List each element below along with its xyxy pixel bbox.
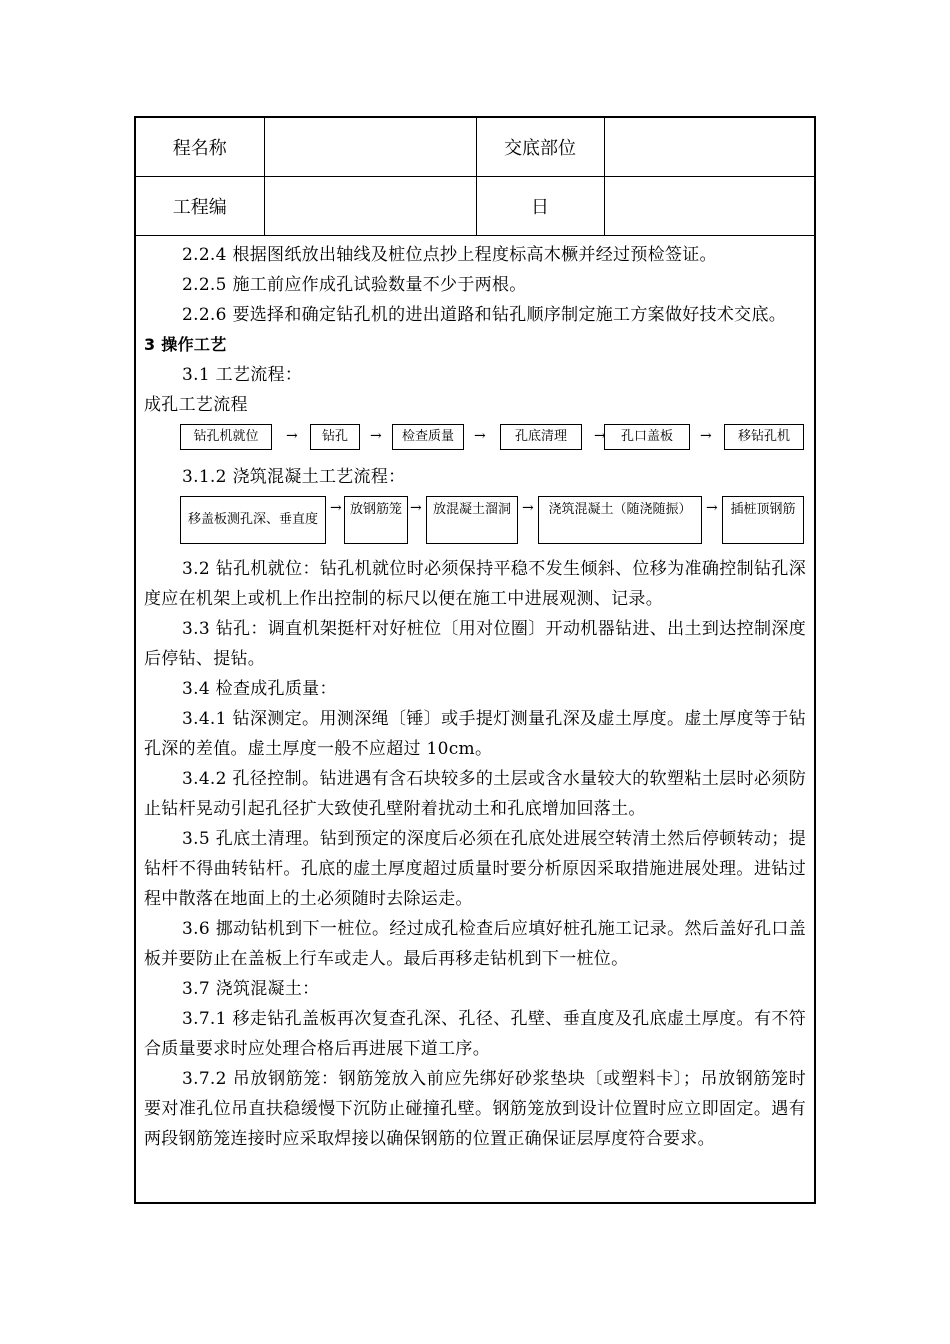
document-body — [144, 240, 806, 1154]
date-label: 日 — [476, 177, 604, 236]
flow-step: 插桩顶钢筋 — [722, 496, 804, 544]
paragraph-3-3: 3.3 钻孔：调直机架挺杆对好桩位〔用对位圈〕开动机器钻进、出土到达控制深度后停钻、提钻。 — [144, 619, 806, 669]
paragraph-3-2: 3.2 钻孔机就位：钻孔机就位时必须保持平稳不发生倾斜、位移为准确控制钻孔深度应在机架上或机上作出控制的标尺以便在施工中进展观测、记录。 — [144, 559, 806, 609]
flow-arrow: → — [370, 428, 382, 444]
flow-step: 移钻孔机 — [724, 424, 804, 450]
paragraph-3-6: 3.6 挪动钻机到下一桩位。经过成孔检查后应填好桩孔施工记录。然后盖好孔口盖板并要防止在盖板上行车或走人。最后再移走钻机到下一桩位。 — [144, 919, 806, 969]
flow-step: 浇筑混凝土（随浇随振） — [538, 496, 702, 544]
disclosure-location-label: 交底部位 — [476, 118, 604, 177]
paragraph-3-7-1: 3.7.1 移走钻孔盖板再次复查孔深、孔径、孔壁、垂直度及孔底虚土厚度。有不符合质量要求时应处理合格后再进展下道工序。 — [144, 1009, 806, 1059]
paragraph-3-7-2: 3.7.2 吊放钢筋笼：钢筋笼放入前应先绑好砂浆垫块〔或塑料卡〕；吊放钢筋笼时要对准孔位吊直扶稳缓慢下沉防止碰撞孔壁。钢筋笼放到设计位置时应立即固定。遇有两段钢筋笼连接时应采取焊接以确保钢筋的位置正确保证层厚度符合要求。 — [144, 1069, 806, 1149]
paragraph-2-2-5: 2.2.5 施工前应作成孔试验数量不少于两根。 — [182, 275, 527, 295]
concrete-pouring-flowchart — [144, 494, 806, 548]
flow-step: 放混凝土溜洞 — [426, 496, 518, 544]
flow-arrow: → — [330, 500, 342, 516]
project-number-label: 工程编 — [136, 177, 264, 236]
header-table — [136, 118, 814, 236]
flow-step: 放钢筋笼 — [344, 496, 408, 544]
flow-arrow: → — [474, 428, 486, 444]
project-name-label: 程名称 — [136, 118, 264, 177]
paragraph-3-4-2: 3.4.2 孔径控制。钻进遇有含石块较多的土层或含水量较大的软塑粘土层时必须防止钻杆晃动引起孔径扩大致使孔壁附着扰动土和孔底增加回落土。 — [144, 769, 806, 819]
flow-arrow: → — [700, 428, 712, 444]
paragraph-2-2-6: 2.2.6 要选择和确定钻孔机的进出道路和钻孔顺序制定施工方案做好技术交底。 — [182, 305, 787, 325]
project-name-value — [264, 118, 476, 177]
disclosure-location-value — [604, 118, 814, 177]
flow-arrow: → — [286, 428, 298, 444]
flow1-title: 成孔工艺流程 — [144, 395, 248, 415]
paragraph-3-1: 3.1 工艺流程： — [182, 365, 303, 385]
paragraph-3-4-1: 3.4.1 钻深测定。用测深绳〔锤〕或手提灯测量孔深及虚土厚度。虚土厚度等于钻孔深的差值。虚土厚度一般不应超过 10cm。 — [144, 709, 806, 759]
flow-step: 移盖板测孔深、垂直度 — [180, 496, 326, 544]
date-value — [604, 177, 814, 236]
flow-step: 孔底清理 — [500, 424, 582, 450]
paragraph-3-5: 3.5 孔底土清理。钻到预定的深度后必须在孔底处进展空转清土然后停顿转动；提钻杆不得曲转钻杆。孔底的虚土厚度超过质量时要分析原因采取措施进展处理。进钻过程中散落在地面上的土必须随时去除运走。 — [144, 829, 806, 909]
document-sheet — [134, 116, 816, 1204]
flow-arrow: → — [410, 500, 422, 516]
flow-arrow: → — [522, 500, 534, 516]
paragraph-3-7: 3.7 浇筑混凝土： — [182, 979, 320, 999]
flow-arrow: → — [594, 428, 606, 444]
hole-forming-flowchart — [144, 422, 806, 456]
flow-step: 钻孔 — [310, 424, 360, 450]
flow-step: 检查质量 — [392, 424, 464, 450]
section-heading-3: 3 操作工艺 — [144, 335, 227, 354]
flow-step: 钻孔机就位 — [180, 424, 272, 450]
paragraph-3-1-2: 3.1.2 浇筑混凝土工艺流程： — [182, 467, 406, 487]
flow-arrow: → — [706, 500, 718, 516]
flow-step: 孔口盖板 — [604, 424, 690, 450]
paragraph-3-4: 3.4 检查成孔质量： — [182, 679, 337, 699]
project-number-value — [264, 177, 476, 236]
paragraph-2-2-4: 2.2.4 根据图纸放出轴线及桩位点抄上程度标高木橛并经过预检签证。 — [182, 245, 717, 265]
